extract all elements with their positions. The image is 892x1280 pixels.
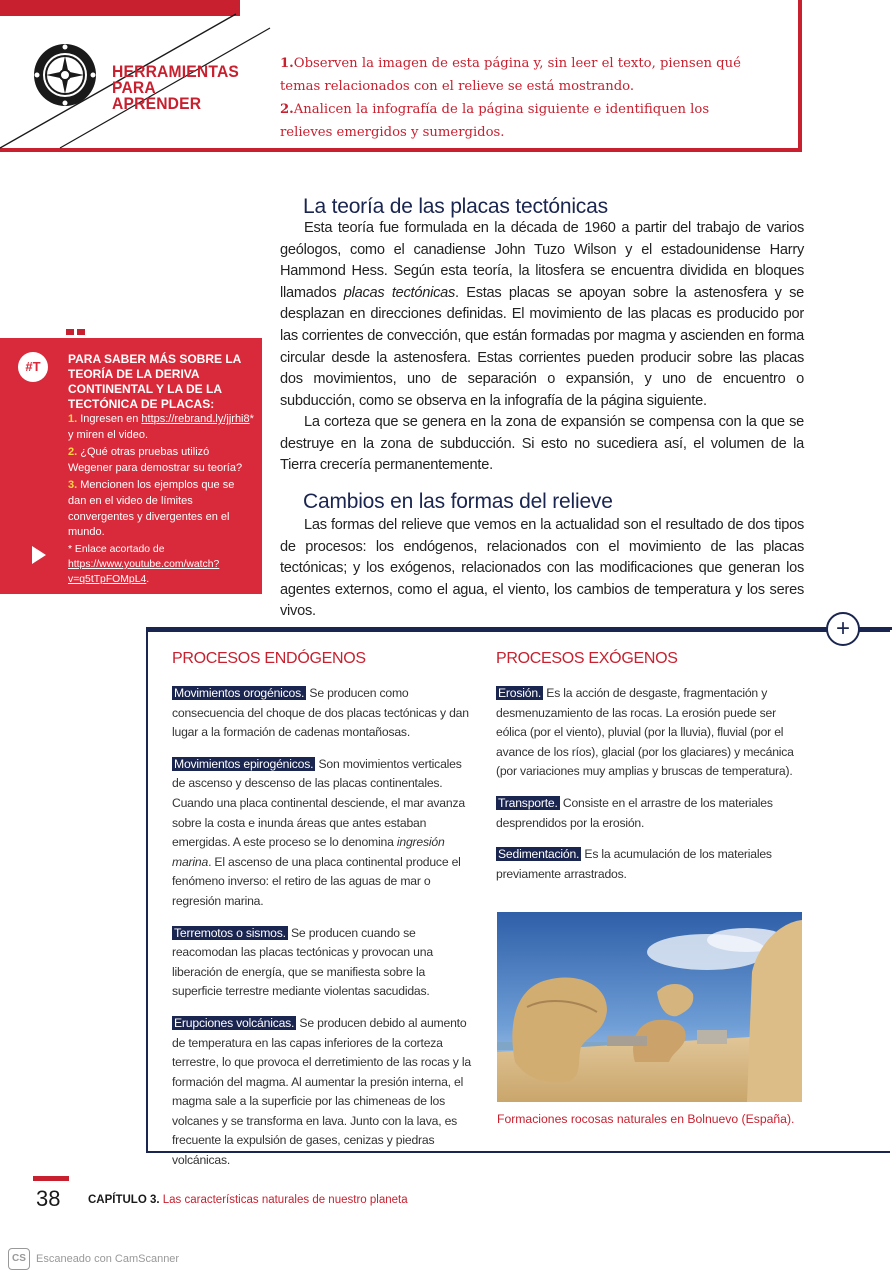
- footer-chapter: CAPÍTULO 3. Las características naturales de nuestro planeta: [88, 1194, 408, 1206]
- paragraph: La corteza que se genera en la zona de expansión se compensa con la que se destruye en la zona de subducción. Si esto no sucediera así, el volumen de la Tierra crecería permanentemente.: [280, 414, 804, 474]
- sidebar-list: [68, 412, 254, 543]
- heading-cambios-relieve: Cambios en las formas del relieve: [303, 490, 613, 513]
- column-endogenos: [172, 684, 472, 1183]
- camscanner-logo: CS: [8, 1248, 30, 1270]
- hashtag-badge: #T: [18, 352, 48, 382]
- instruction-line: 2.Analicen la infografía de la página siguiente e identifiquen los: [280, 102, 710, 117]
- heading-endogenos: PROCESOS ENDÓGENOS: [172, 650, 366, 667]
- sidebar-dots: [66, 322, 98, 328]
- plus-icon: +: [826, 612, 860, 646]
- sidebar-note: * Enlace acortado de https://www.youtube.com/watch?v=q5tTpFOMpL4.: [68, 544, 220, 585]
- list-item: 2. ¿Qué otras pruebas utilizó Wegener para demostrar su teoría?: [68, 446, 243, 474]
- process-item: Transporte. Consiste en el arrastre de los materiales desprendidos por la erosión.: [496, 795, 773, 830]
- list-item: 1. Ingresen en https://rebrand.ly/jjrhi8* y miren el video.: [68, 413, 254, 441]
- paragraph: Esta teoría fue formulada en la década de 1960 a partir del trabajo de varios geólogos, como el canadiense John Tuzo Wilson y el estadounidense Harry Hammond Hess. Según esta teoría, la litosfera se encuentra dividida en bloques llamados placas tectónicas. Estas placas se apoyan sobre la astenosfera y se desplazan en direcciones definidas. El movimiento de las placas es producido por las corrientes de convección, que están formadas por magma y ascienden en forma circular desde la astenosfera. Estas corrientes pueden producir sobre las placas dos movimientos, uno de separación o expansión, y uno de encuentro o subducción, como se observa en la infografía de la página siguiente.: [280, 220, 804, 409]
- heading-teoria-placas: La teoría de las placas tectónicas: [303, 195, 608, 218]
- play-icon: [32, 546, 46, 564]
- footer-accent-bar: [33, 1176, 69, 1181]
- process-item: Movimientos epirogénicos. Son movimientos verticales de ascenso y descenso de las placas continentales. Cuando una placa continental desciende, el mar avanza sobre la costa e inunda áreas que antes estaban emergidas. A este proceso se lo denomina ingresión marina. El ascenso de una placa continental produce el fenómeno inverso: el retiro de las aguas de mar o regresión marina.: [172, 756, 465, 908]
- instruction-line: 1.Observen la imagen de esta página y, sin leer el texto, piensen qué: [280, 56, 741, 71]
- scanner-watermark: CS Escaneado con CamScanner: [8, 1248, 179, 1270]
- process-item: Erupciones volcánicas. Se producen debido al aumento de temperatura en las capas inferiores de la corteza terrestre, lo que provoca el derretimiento de las rocas y la formación del magma. Al aumentar la presión interna, el magma sale a la superficie por las chimeneas de los volcanes y se transforma en lava. Junto con la lava, es frecuente la expulsión de gases, cenizas y piedras volcánicas.: [172, 1015, 471, 1168]
- compass-icon: [32, 42, 98, 108]
- instruction-line: temas relacionados con el relieve se está mostrando.: [280, 79, 635, 94]
- box-top-rule: [146, 627, 892, 630]
- page-number: 38: [36, 1186, 61, 1211]
- paragraph: Las formas del relieve que vemos en la actualidad son el resultado de dos tipos de procesos: los endógenos, relacionados con el movimiento de las placas tectónicas; y los exógenos, relacionados con las modificaciones que generan los agentes externos, como el agua, el viento, los cambios de temperatura y los seres vivos.: [280, 517, 804, 620]
- title-line: HERRAMIENTAS: [112, 62, 240, 81]
- list-item: 3. Mencionen los ejemplos que se dan en el video de límites convergentes y divergentes en el mundo.: [68, 479, 235, 539]
- photo-caption: Formaciones rocosas naturales en Bolnuevo (España).: [497, 1112, 795, 1126]
- sidebar-title: PARA SABER MÁS SOBRE LA TEORÍA DE LA DERIVA CONTINENTAL Y LA DE LA TECTÓNICA DE PLACAS:: [68, 352, 241, 411]
- rock-formations-photo: [497, 912, 802, 1102]
- process-item: Movimientos orogénicos. Se producen como consecuencia del choque de dos placas tectónicas y dan lugar a la formación de cadenas montañosas.: [172, 686, 469, 740]
- title-line: PARA: [112, 78, 156, 97]
- process-item: Sedimentación. Es la acumulación de los materiales previamente arrastrados.: [496, 847, 772, 881]
- heading-exogenos: PROCESOS EXÓGENOS: [496, 650, 678, 667]
- title-line: APRENDER: [112, 94, 202, 113]
- video-link[interactable]: https://rebrand.ly/jjrhi8: [141, 413, 250, 425]
- column-exogenos: [496, 684, 798, 896]
- instruction-line: relieves emergidos y sumergidos.: [280, 125, 505, 140]
- section-title-herramientas: [112, 64, 242, 112]
- process-item: Terremotos o sismos. Se producen cuando se reacomodan las placas tectónicas y provocan una liberación de energía, que se manifiesta sobre la superficie terrestre mediante violentas sacudidas.: [172, 925, 433, 999]
- process-item: Erosión. Es la acción de desgaste, fragmentación y desmenuzamiento de las rocas. La erosión puede ser eólica (por el viento), pluvial (por la lluvia), fluvial (por el avance de los ríos), glacial (por los glaciares) y mecánica (por variaciones muy amplias y bruscas de temperatura).: [496, 686, 794, 779]
- youtube-link[interactable]: https://www.youtube.com/watch?v=q5tTpFOMpL4: [68, 559, 220, 585]
- instructions: [280, 52, 780, 144]
